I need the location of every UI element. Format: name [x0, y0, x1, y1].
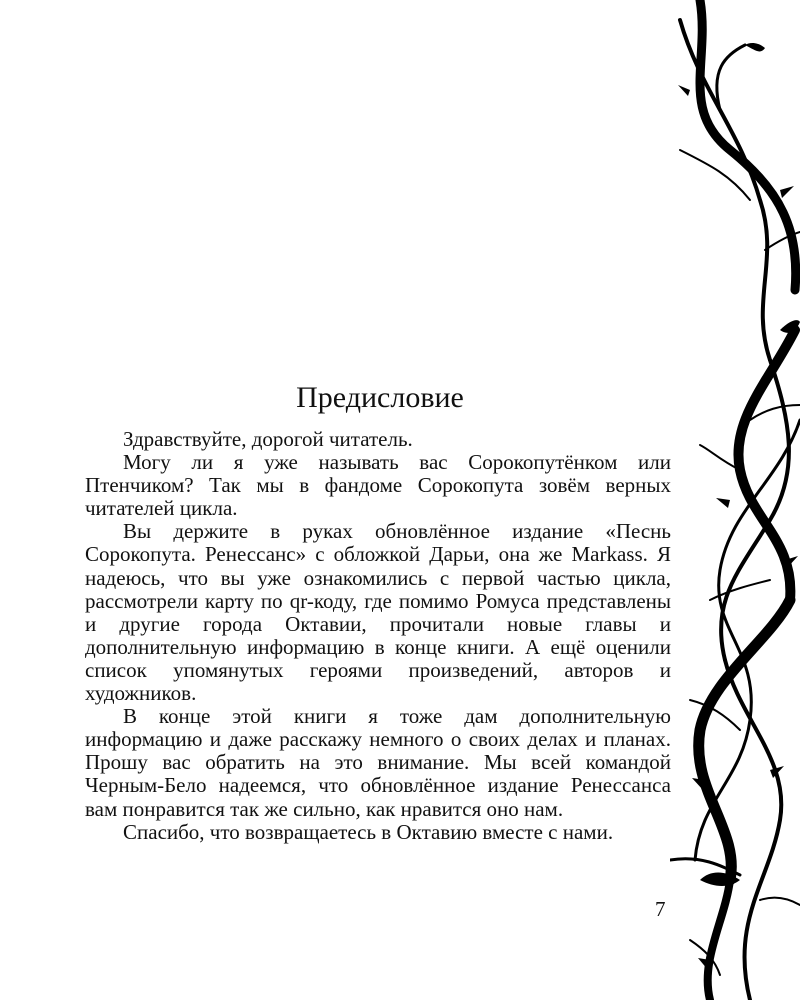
paragraph: Могу ли я уже называть вас Сорокопутёнком или Птенчиком? Так мы в фандоме Сорокопута зовём верных читателей цикла. — [85, 450, 671, 521]
thorny-vine-ornament-icon — [670, 0, 800, 1000]
paragraph: Вы держите в руках обновлённое издание «Песнь Сорокопута. Ренессанс» с обложкой Дарьи, она же Markass. Я надеюсь, что вы уже ознакомились с первой частью цикла, рассмотрели карту по qr-коду, где помимо Ромуса представлены и другие города Октавии, прочитали новые главы и дополнительную информацию в конце книги. А ещё оценили список упомянутых героями произведений, авторов и художников. — [85, 519, 671, 706]
page-number: 7 — [655, 897, 666, 921]
chapter-body — [85, 428, 671, 844]
paragraph: В конце этой книги я тоже дам дополнительную информацию и даже расскажу немного о своих делах и планах. Прошу вас обратить на это внимание. Мы всей командой Черным-Бело надеемся, что обновлённое издание Ренессанса вам понравится так же сильно, как нравится оно нам. — [85, 704, 671, 821]
paragraph: Спасибо, что возвращаетесь в Октавию вместе с нами. — [123, 819, 614, 844]
paragraph: Здравствуйте, дорогой читатель. — [123, 427, 413, 451]
chapter-title: Предисловие — [296, 381, 464, 414]
